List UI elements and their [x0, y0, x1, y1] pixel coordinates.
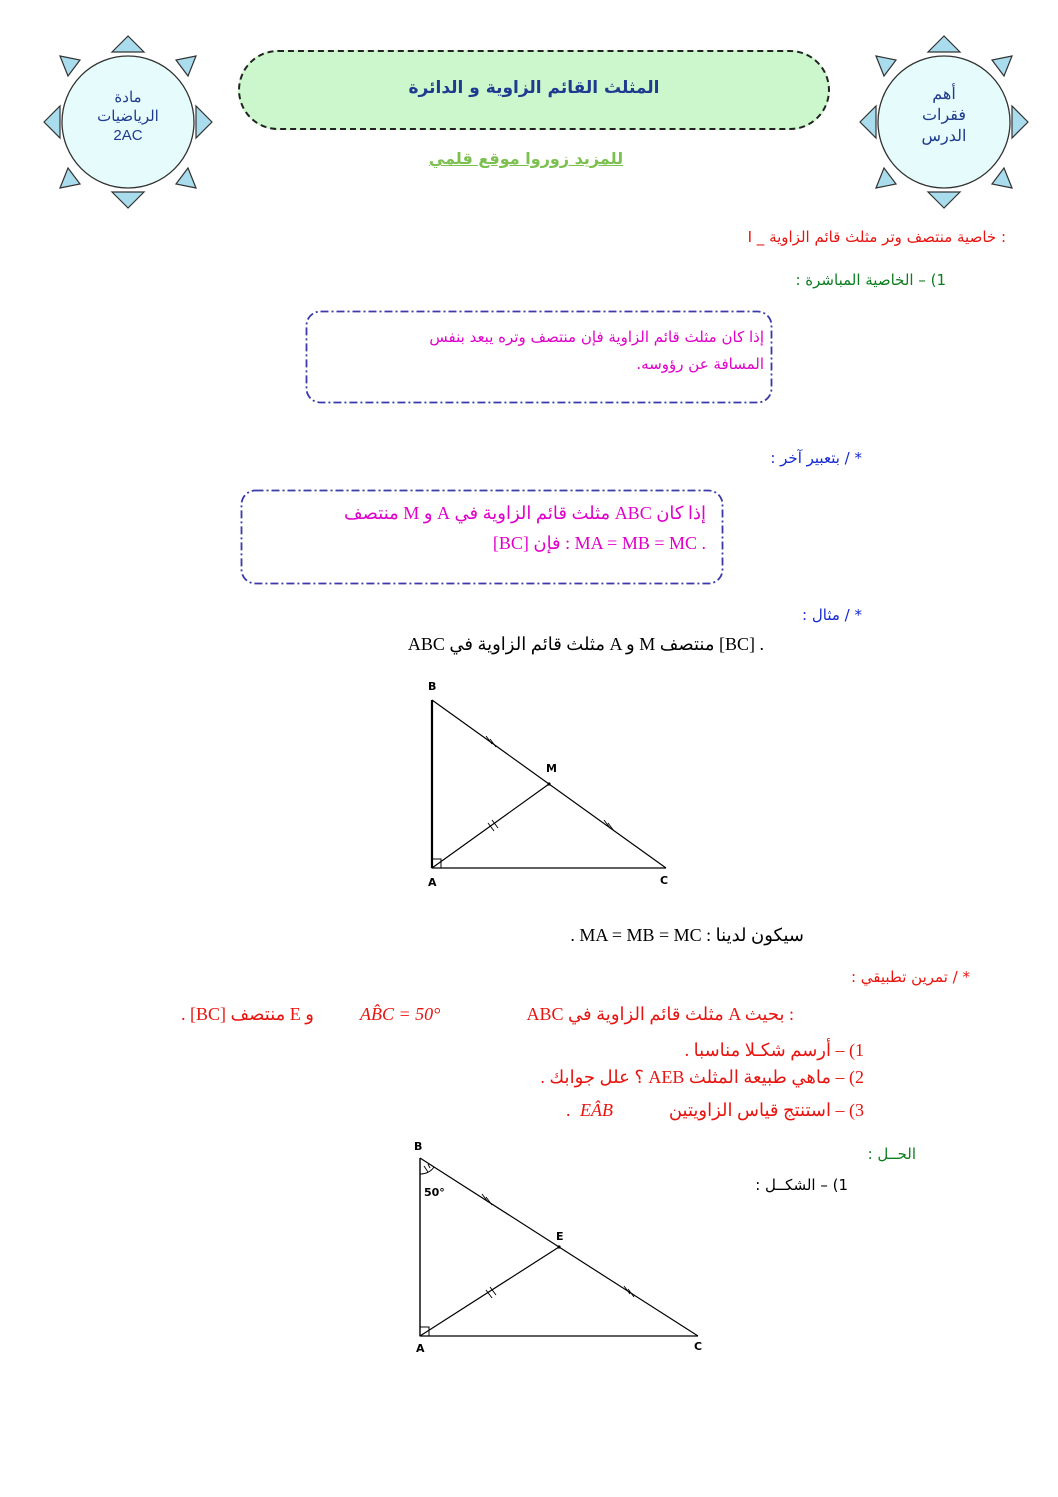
section-heading: I _ خاصية منتصف وتر مثلث قائم الزاوية : [747, 228, 1006, 246]
badge-left-line-3: 2AC [113, 127, 143, 144]
property2-line-1: إذا كان ABC مثلث قائم الزاوية في A و M منتصف [344, 503, 706, 523]
exercise-statement-part-1: ABC مثلث قائم الزاوية في A بحيث : [526, 1004, 794, 1024]
property-text-line-2: المسافة عن رؤوسه. [636, 355, 764, 373]
badge-right-line-2: فقرات [921, 107, 967, 124]
badge-right-line-3: الدرس [921, 128, 967, 145]
exercise-question-3-end: . [566, 1100, 571, 1120]
figure-1-label-c: C [660, 874, 669, 887]
figure-2-angle-label: 50° [424, 1186, 445, 1199]
site-link[interactable]: للمزيد زوروا موقع قلمي [428, 149, 624, 168]
page-title: المثلث القائم الزاوية و الدائرة [408, 78, 660, 98]
example-heading: * / مثال : [802, 606, 862, 624]
figure-1-label-a: A [428, 876, 437, 889]
badge-left-line-1: مادة [114, 89, 142, 106]
badge-left-line-2: الرياضيات [97, 108, 159, 125]
exercise-heading: * / تمرين تطبيقي : [850, 968, 970, 986]
exercise-question-1: 1) – أرسم شكـلا مناسبا . [684, 1040, 864, 1060]
figure-2-triangle [408, 1140, 708, 1354]
figure-2-label-e: E [556, 1230, 564, 1243]
figure-1-triangle [420, 678, 680, 890]
figure-2-label-b: B [414, 1140, 423, 1153]
property2-line-2: [BC] فإن : MA = MB = MC . [492, 533, 706, 553]
exercise-angle-abc: AB̂C = 50° [360, 1004, 441, 1024]
figure-1-label-b: B [428, 680, 437, 693]
exercise-statement-part-2: و E منتصف [BC] . [181, 1004, 314, 1024]
other-expression-heading: * / بتعبير آخر : [770, 449, 862, 467]
example-conclusion: سيكون لدينا : MA = MB = MC . [570, 925, 804, 945]
figure-2-label-a: A [416, 1342, 425, 1355]
exercise-question-2: 2) – ماهي طبيعة المثلث AEB ؟ علل جوابك . [540, 1067, 864, 1087]
badge-right-line-1: أهم [932, 86, 956, 103]
example-statement: ABC مثلث قائم الزاوية في A و M منتصف [BC] . [407, 634, 764, 654]
figure-1-label-m: M [546, 762, 557, 775]
subsection-heading: 1) – الخاصية المباشرة : [795, 271, 946, 289]
exercise-question-3: 3) – استنتج قياس الزاويتين [668, 1100, 864, 1120]
solution-figure-label: 1) – الشكــل : [755, 1176, 848, 1194]
solution-heading: الحــل : [867, 1145, 916, 1163]
figure-2-label-c: C [694, 1340, 703, 1353]
exercise-angle-eab: EÂB [580, 1100, 613, 1120]
property-text-line-1: إذا كان مثلث قائم الزاوية فإن منتصف وتره يبعد بنفس [429, 328, 764, 346]
